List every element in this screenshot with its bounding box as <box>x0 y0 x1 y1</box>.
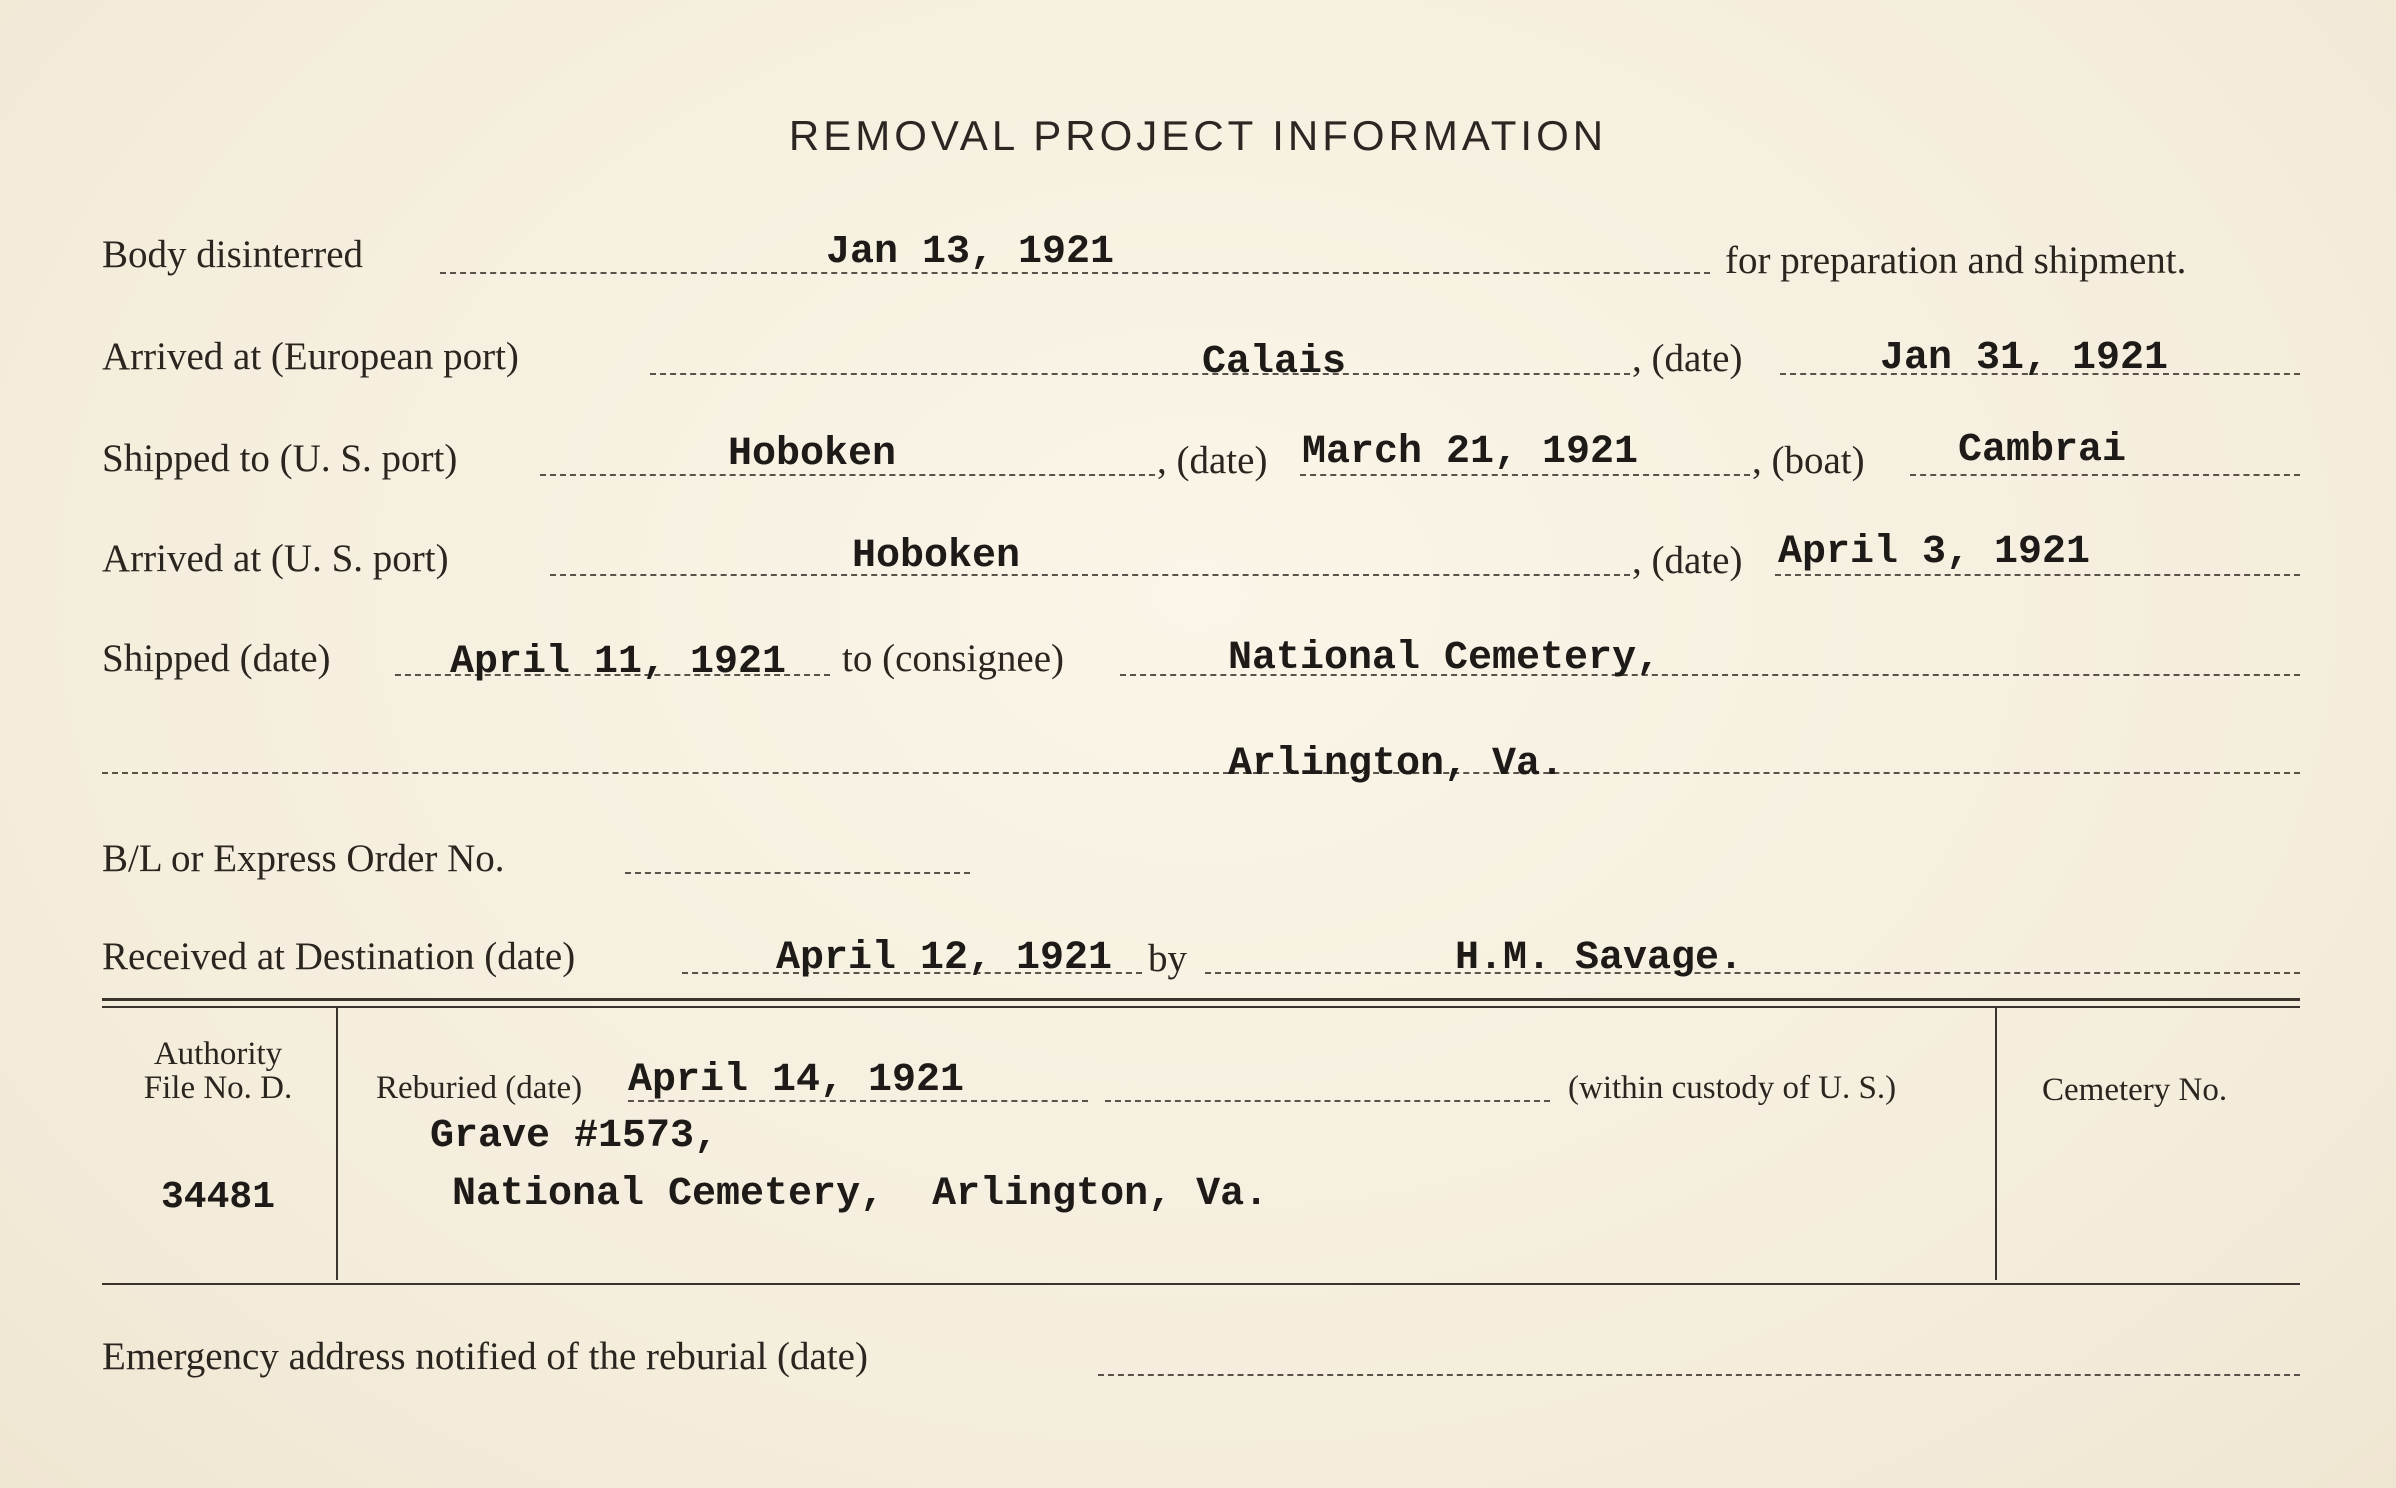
received-date: April 12, 1921 <box>776 936 1113 981</box>
disinterred-suffix: for preparation and shipment. <box>1725 239 2187 282</box>
arrived-us-label: Arrived at (U. S. port) <box>102 537 449 580</box>
emergency-label: Emergency address notified of the reburial (date) <box>102 1335 868 1378</box>
shipped-us-boat-line <box>1910 474 2300 476</box>
shipped-date-label: Shipped (date) <box>102 637 331 680</box>
shipped-us-port: Hoboken <box>728 432 897 477</box>
received-by: H.M. Savage. <box>1455 936 1744 981</box>
consignee-location: Arlington, Va. <box>1228 742 1565 787</box>
grave-number: Grave #1573, <box>430 1114 719 1159</box>
file-no-label: File No. D. <box>143 1070 293 1106</box>
column-divider-right <box>1995 1008 1997 1280</box>
bl-order-label: B/L or Express Order No. <box>102 837 505 880</box>
arrived-europe-line <box>650 373 1630 375</box>
cemetery-no-label: Cemetery No. <box>2042 1072 2228 1108</box>
arrived-us-port: Hoboken <box>852 534 1021 579</box>
arrived-us-line <box>550 574 1630 576</box>
arrived-europe-date: Jan 31, 1921 <box>1880 336 2169 381</box>
file-no-value: 34481 <box>160 1176 276 1219</box>
arrived-europe-port: Calais <box>1202 340 1347 385</box>
emergency-line <box>1098 1374 2300 1376</box>
reburied-line-2 <box>1105 1100 1550 1102</box>
shipped-us-boat-label: , (boat) <box>1752 439 1865 482</box>
bl-order-line <box>625 872 970 874</box>
disinterred-date: Jan 13, 1921 <box>826 230 1115 275</box>
custody-label: (within custody of U. S.) <box>1568 1070 1897 1106</box>
card-title: REMOVAL PROJECT INFORMATION <box>788 112 1608 159</box>
received-label: Received at Destination (date) <box>102 935 576 978</box>
shipped-us-date: March 21, 1921 <box>1302 430 1639 475</box>
divider-top-2 <box>102 1006 2300 1008</box>
divider-top <box>102 998 2300 1001</box>
arrived-us-date: April 3, 1921 <box>1778 530 2091 575</box>
consignee-label: to (consignee) <box>842 637 1065 680</box>
shipped-date: April 11, 1921 <box>450 640 787 685</box>
consignee-line-2 <box>102 772 2300 774</box>
reburial-location: National Cemetery, Arlington, Va. <box>452 1172 1269 1217</box>
divider-bottom <box>102 1283 2300 1285</box>
received-by-label: by <box>1148 937 1187 980</box>
column-divider-left <box>336 1008 338 1280</box>
authority-label: Authority <box>153 1036 283 1072</box>
arrived-us-date-label: , (date) <box>1632 539 1743 582</box>
shipped-us-boat: Cambrai <box>1958 428 2127 473</box>
consignee-name: National Cemetery, <box>1228 636 1661 681</box>
arrived-europe-label: Arrived at (European port) <box>102 335 519 378</box>
reburied-label: Reburied (date) <box>376 1070 583 1106</box>
shipped-us-date-label: , (date) <box>1157 439 1268 482</box>
arrived-europe-date-label: , (date) <box>1632 337 1743 380</box>
disinterred-label: Body disinterred <box>102 233 364 276</box>
received-by-line <box>1205 972 2300 974</box>
reburied-date: April 14, 1921 <box>628 1058 965 1103</box>
shipped-us-label: Shipped to (U. S. port) <box>102 437 458 480</box>
